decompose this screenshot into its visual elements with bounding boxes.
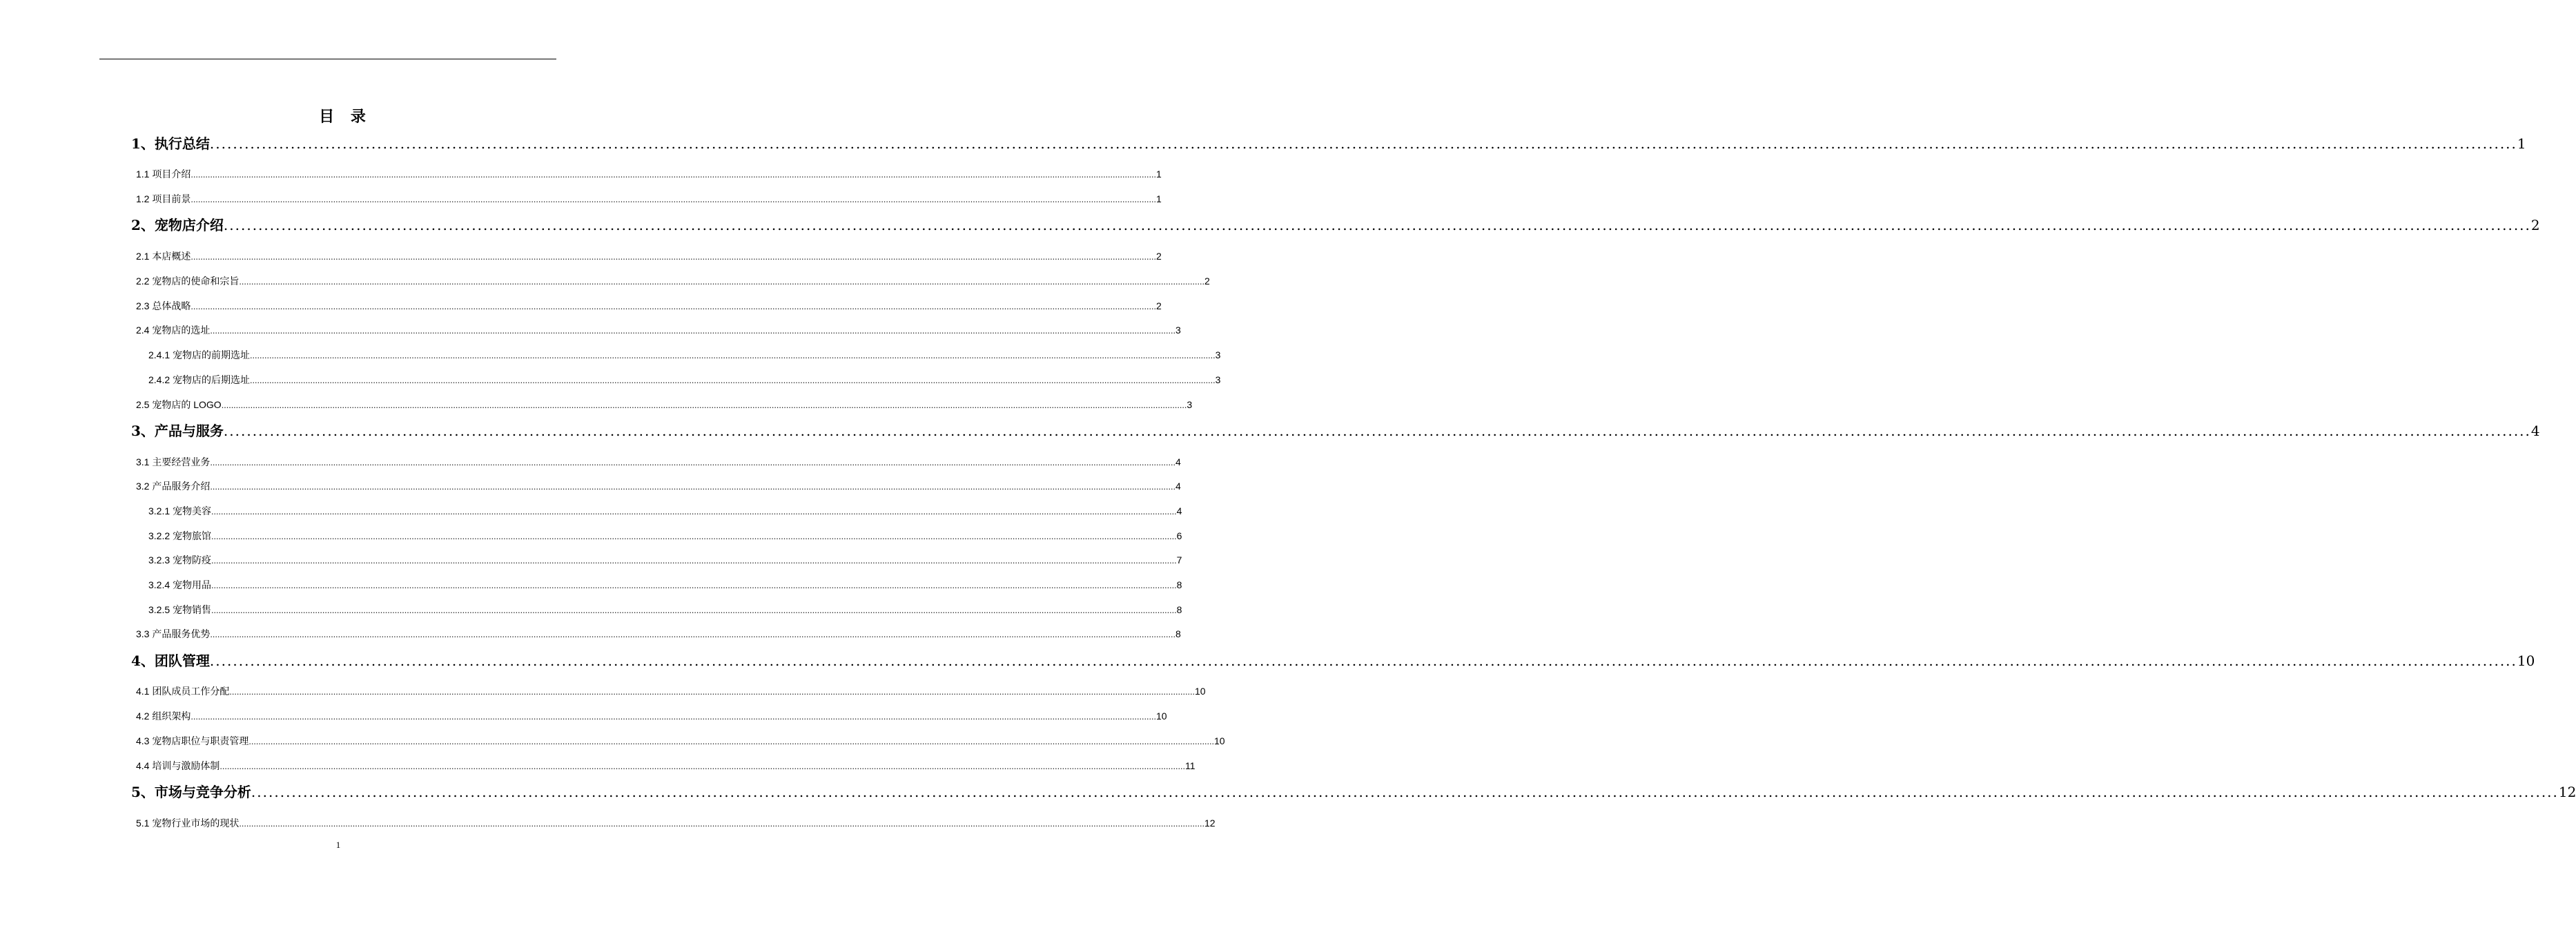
footer-page-number: 1 [335,840,341,850]
toc-leader-dots: ................................................................................................................................................................................................................................................................................................................................................................................................................ [211,532,1177,541]
toc-entry-page: 3 [1175,325,1181,336]
toc-entry-level-2[interactable] [136,166,1162,182]
toc-entry-label: 4、团队管理 [131,652,210,669]
toc-entry-page: 1 [2517,135,2526,152]
toc-entry-level-1[interactable] [131,133,2526,154]
toc-entry-level-3[interactable] [148,503,1182,519]
toc-entry-label: 4.1 团队成员工作分配 [136,686,230,697]
toc-title: 目 录 [319,108,371,126]
toc-entry-page: 12 [2558,784,2576,800]
toc-entry-level-1[interactable] [131,420,2540,441]
toc-entry-page: 2 [1156,300,1162,311]
toc-entry-label: 3.3 产品服务优势 [136,628,211,639]
toc-leader-dots: ................................................................................................................................................................................................................................................................................................................................................................................................................ [239,278,1204,287]
toc-entry-page: 1 [1156,193,1162,204]
toc-leader-dots: ................................................................................................................................................................................................................................................................................................................................................................................................................ [209,652,2517,669]
toc-entry-label: 4.4 培训与激励体制 [136,760,220,771]
toc-entry-page: 8 [1176,579,1182,590]
toc-entry-label: 4.3 宠物店职位与职责管理 [136,735,249,746]
toc-entry-level-2[interactable] [136,454,1181,470]
toc-leader-dots: ................................................................................................................................................................................................................................................................................................................................................................................................................ [211,557,1177,566]
toc-entry-level-2[interactable] [136,273,1210,289]
toc-entry-page: 10 [1156,710,1167,722]
toc-entry-page: 3 [1215,374,1221,385]
toc-entry-level-2[interactable] [136,478,1181,494]
toc-leader-dots: ................................................................................................................................................................................................................................................................................................................................................................................................................ [191,713,1156,722]
toc-entry-level-3[interactable] [148,347,1221,362]
toc-entry-level-2[interactable] [136,684,1206,699]
toc-entry-label: 3.2.3 宠物防疫 [148,554,212,566]
toc-leader-dots: ................................................................................................................................................................................................................................................................................................................................................................................................................ [239,820,1204,829]
toc-entry-page: 3 [1187,399,1193,410]
toc-entry-label: 2.4 宠物店的选址 [136,325,211,336]
toc-entry-page: 10 [1195,686,1206,697]
toc-leader-dots: ................................................................................................................................................................................................................................................................................................................................................................................................................ [250,351,1216,360]
toc-entry-label: 2、宠物店介绍 [131,217,224,233]
toc-leader-dots: ................................................................................................................................................................................................................................................................................................................................................................................................................ [210,458,1175,467]
toc-entry-level-1[interactable] [131,782,2576,802]
toc-entry-page: 10 [1214,735,1225,746]
toc-entry-label: 3、产品与服务 [131,423,224,439]
toc-leader-dots: ................................................................................................................................................................................................................................................................................................................................................................................................................ [251,784,2559,800]
toc-entry-label: 3.2 产品服务介绍 [136,481,211,492]
toc-leader-dots: ................................................................................................................................................................................................................................................................................................................................................................................................................ [221,401,1187,410]
toc-entry-label: 3.2.4 宠物用品 [148,579,212,590]
toc-entry-page: 3 [1215,349,1221,360]
toc-entry-label: 5、市场与竞争分析 [131,784,251,800]
toc-entry-page: 4 [2530,423,2540,439]
toc-entry-level-2[interactable] [136,298,1162,313]
toc-entry-label: 2.5 宠物店的 LOGO [136,399,222,410]
toc-leader-dots: ................................................................................................................................................................................................................................................................................................................................................................................................................ [191,253,1156,262]
toc-entry-label: 2.2 宠物店的使命和宗旨 [136,276,240,287]
toc-leader-dots: ................................................................................................................................................................................................................................................................................................................................................................................................................ [210,327,1175,336]
toc-entry-page: 6 [1176,530,1182,541]
toc-leader-dots: ................................................................................................................................................................................................................................................................................................................................................................................................................ [191,302,1156,311]
toc-entry-level-2[interactable] [136,758,1196,773]
toc-entry-label: 2.4.2 宠物店的后期选址 [148,374,251,385]
toc-leader-dots: ................................................................................................................................................................................................................................................................................................................................................................................................................ [210,483,1175,492]
toc-entry-level-3[interactable] [148,372,1221,387]
toc-entry-level-2[interactable] [136,733,1225,748]
toc-entry-page: 1 [1156,168,1162,180]
toc-leader-dots: ................................................................................................................................................................................................................................................................................................................................................................................................................ [211,606,1177,615]
toc-entry-level-2[interactable] [136,815,1216,831]
toc-entry-label: 2.1 本店概述 [136,251,191,262]
toc-leader-dots: ................................................................................................................................................................................................................................................................................................................................................................................................................ [210,630,1175,639]
toc-leader-dots: ................................................................................................................................................................................................................................................................................................................................................................................................................ [248,737,1214,746]
toc-entry-page: 12 [1204,818,1216,829]
toc-leader-dots: ................................................................................................................................................................................................................................................................................................................................................................................................................ [219,762,1185,771]
toc-entry-label: 5.1 宠物行业市场的现状 [136,818,240,829]
toc-entry-level-2[interactable] [136,708,1167,724]
toc-entry-level-2[interactable] [136,322,1181,338]
toc-entry-page: 10 [2517,652,2535,669]
toc-leader-dots: ................................................................................................................................................................................................................................................................................................................................................................................................................ [211,508,1177,516]
toc-entry-page: 2 [1204,276,1210,287]
toc-entry-page: 8 [1176,604,1182,615]
toc-leader-dots: ................................................................................................................................................................................................................................................................................................................................................................................................................ [209,135,2517,152]
toc-entry-label: 3.2.5 宠物销售 [148,604,212,615]
toc-leader-dots: ................................................................................................................................................................................................................................................................................................................................................................................................................ [191,195,1156,204]
toc-entry-page: 4 [1175,481,1181,492]
toc-entry-level-2[interactable] [136,626,1181,641]
toc-entry-level-3[interactable] [148,602,1182,617]
toc-entry-page: 4 [1175,456,1181,467]
toc-leader-dots: ................................................................................................................................................................................................................................................................................................................................................................................................................ [211,581,1177,590]
toc-entry-level-2[interactable] [136,397,1193,412]
toc-entry-label: 2.3 总体战略 [136,300,191,311]
toc-entry-page: 2 [2530,217,2540,233]
toc-entry-label: 1、执行总结 [131,135,210,152]
toc-entry-level-3[interactable] [148,577,1182,592]
toc-entry-label: 3.1 主要经营业务 [136,456,211,467]
toc-leader-dots: ................................................................................................................................................................................................................................................................................................................................................................................................................ [191,171,1156,180]
toc-entry-label: 1.2 项目前景 [136,193,191,204]
toc-entry-label: 2.4.1 宠物店的前期选址 [148,349,251,360]
toc-entry-page: 11 [1185,760,1196,771]
toc-entry-level-3[interactable] [148,552,1182,568]
toc-entry-page: 4 [1176,505,1182,516]
toc-leader-dots: ................................................................................................................................................................................................................................................................................................................................................................................................................ [223,217,2531,233]
toc-entry-label: 3.2.2 宠物旅馆 [148,530,212,541]
toc-entry-level-2[interactable] [136,249,1162,264]
toc-entry-level-2[interactable] [136,191,1162,206]
toc-entry-level-1[interactable] [131,215,2540,235]
toc-entry-level-3[interactable] [148,528,1182,543]
toc-leader-dots: ................................................................................................................................................................................................................................................................................................................................................................................................................ [250,376,1216,385]
toc-leader-dots: ................................................................................................................................................................................................................................................................................................................................................................................................................ [229,688,1195,697]
toc-entry-label: 1.1 项目介绍 [136,168,191,180]
toc-entry-page: 8 [1175,628,1181,639]
toc-leader-dots: ................................................................................................................................................................................................................................................................................................................................................................................................................ [223,423,2531,439]
toc-entry-level-1[interactable] [131,650,2535,671]
toc-entry-page: 2 [1156,251,1162,262]
toc-entry-label: 4.2 组织架构 [136,710,191,722]
toc-entry-label: 3.2.1 宠物美容 [148,505,212,516]
toc-entry-page: 7 [1176,554,1182,566]
